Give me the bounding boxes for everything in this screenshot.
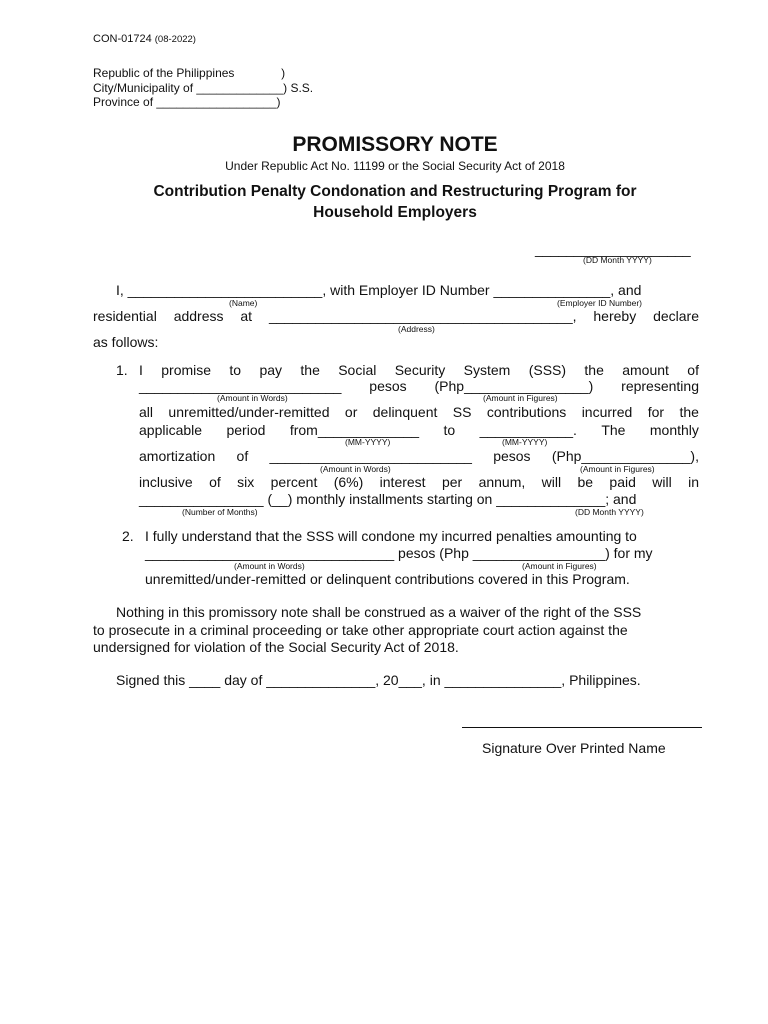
program-title — [0, 181, 768, 223]
date-caption: (DD Month YYYY) — [583, 255, 652, 265]
signature-caption: Signature Over Printed Name — [482, 740, 666, 756]
item-1-line-7: ________________ (__) monthly installments starting on ______________; and — [139, 491, 637, 507]
item-1-line-1: I promise to pay the Social Security System (SSS) the amount of — [139, 362, 699, 378]
caption-address: (Address) — [398, 324, 435, 334]
waiver-line-2: to prosecute in a criminal proceeding or take other appropriate court action against the — [93, 622, 628, 638]
caption-amount-words-2: (Amount in Words) — [320, 464, 391, 474]
caption-amount-figures-1: (Amount in Figures) — [483, 393, 558, 403]
document-subtitle: Under Republic Act No. 11199 or the Social Security Act of 2018 — [225, 159, 565, 173]
caption-from-month: (MM-YYYY) — [345, 437, 391, 447]
item-1-line-5: amortization of __________________________ pesos (Php______________), — [139, 448, 699, 464]
item-2-line-3: unremitted/under-remitted or delinquent contributions covered in this Program. — [145, 571, 630, 587]
intro-line-2: residential address at _______________________________________, hereby declare — [93, 308, 699, 324]
venue-line-province: Province of __________________) — [93, 95, 281, 109]
form-code: CON-01724 (08-2022) — [93, 33, 196, 45]
caption-amount-figures-3: (Amount in Figures) — [522, 561, 597, 571]
signed-line: Signed this ____ day of ______________, 20___, in _______________, Philippines. — [116, 672, 641, 688]
waiver-line-1: Nothing in this promissory note shall be construed as a waiver of the right of the SSS — [116, 604, 642, 620]
document-title: PROMISSORY NOTE — [292, 133, 498, 156]
intro-line-3: as follows: — [93, 334, 159, 350]
item-1-line-6: inclusive of six percent (6%) interest per annum, will be paid will in — [139, 474, 699, 490]
item-2-line-1: I fully understand that the SSS will condone my incurred penalties amounting to — [145, 528, 637, 544]
caption-employer-id: (Employer ID Number) — [557, 298, 643, 308]
program-title-line-1: Contribution Penalty Condonation and Restructuring Program for — [153, 183, 637, 200]
caption-amount-words-3: (Amount in Words) — [234, 561, 305, 571]
waiver-line-3: undersigned for violation of the Social Security Act of 2018. — [93, 639, 459, 655]
item-1-line-2: __________________________ pesos (Php________________) representing — [139, 378, 699, 394]
caption-name: (Name) — [229, 298, 258, 308]
signature-line — [462, 727, 702, 728]
caption-number-months: (Number of Months) — [182, 507, 258, 517]
caption-amount-words-1: (Amount in Words) — [217, 393, 288, 403]
caption-start-date: (DD Month YYYY) — [575, 507, 644, 517]
venue-line-city: City/Municipality of _____________) S.S. — [93, 81, 314, 95]
item-2-number: 2. — [122, 528, 134, 544]
caption-to-month: (MM-YYYY) — [502, 437, 548, 447]
form-date: (08-2022) — [154, 34, 196, 45]
item-1-line-3: all unremitted/under-remitted or delinquent SS contributions incurred for the — [139, 404, 699, 420]
item-1-line-4: applicable period from_____________ to ____________. The monthly — [139, 422, 699, 438]
date-blank: ____________________ — [535, 241, 691, 257]
venue-line-republic: Republic of the Philippines ) — [93, 66, 286, 80]
intro-line-1: I, _________________________, with Employer ID Number _______________, and — [116, 282, 642, 298]
item-2-line-2: ________________________________ pesos (Php _________________) for my — [145, 545, 653, 561]
caption-amount-figures-2: (Amount in Figures) — [580, 464, 655, 474]
item-1-number: 1. — [116, 362, 128, 378]
program-title-line-2: Household Employers — [313, 204, 477, 221]
